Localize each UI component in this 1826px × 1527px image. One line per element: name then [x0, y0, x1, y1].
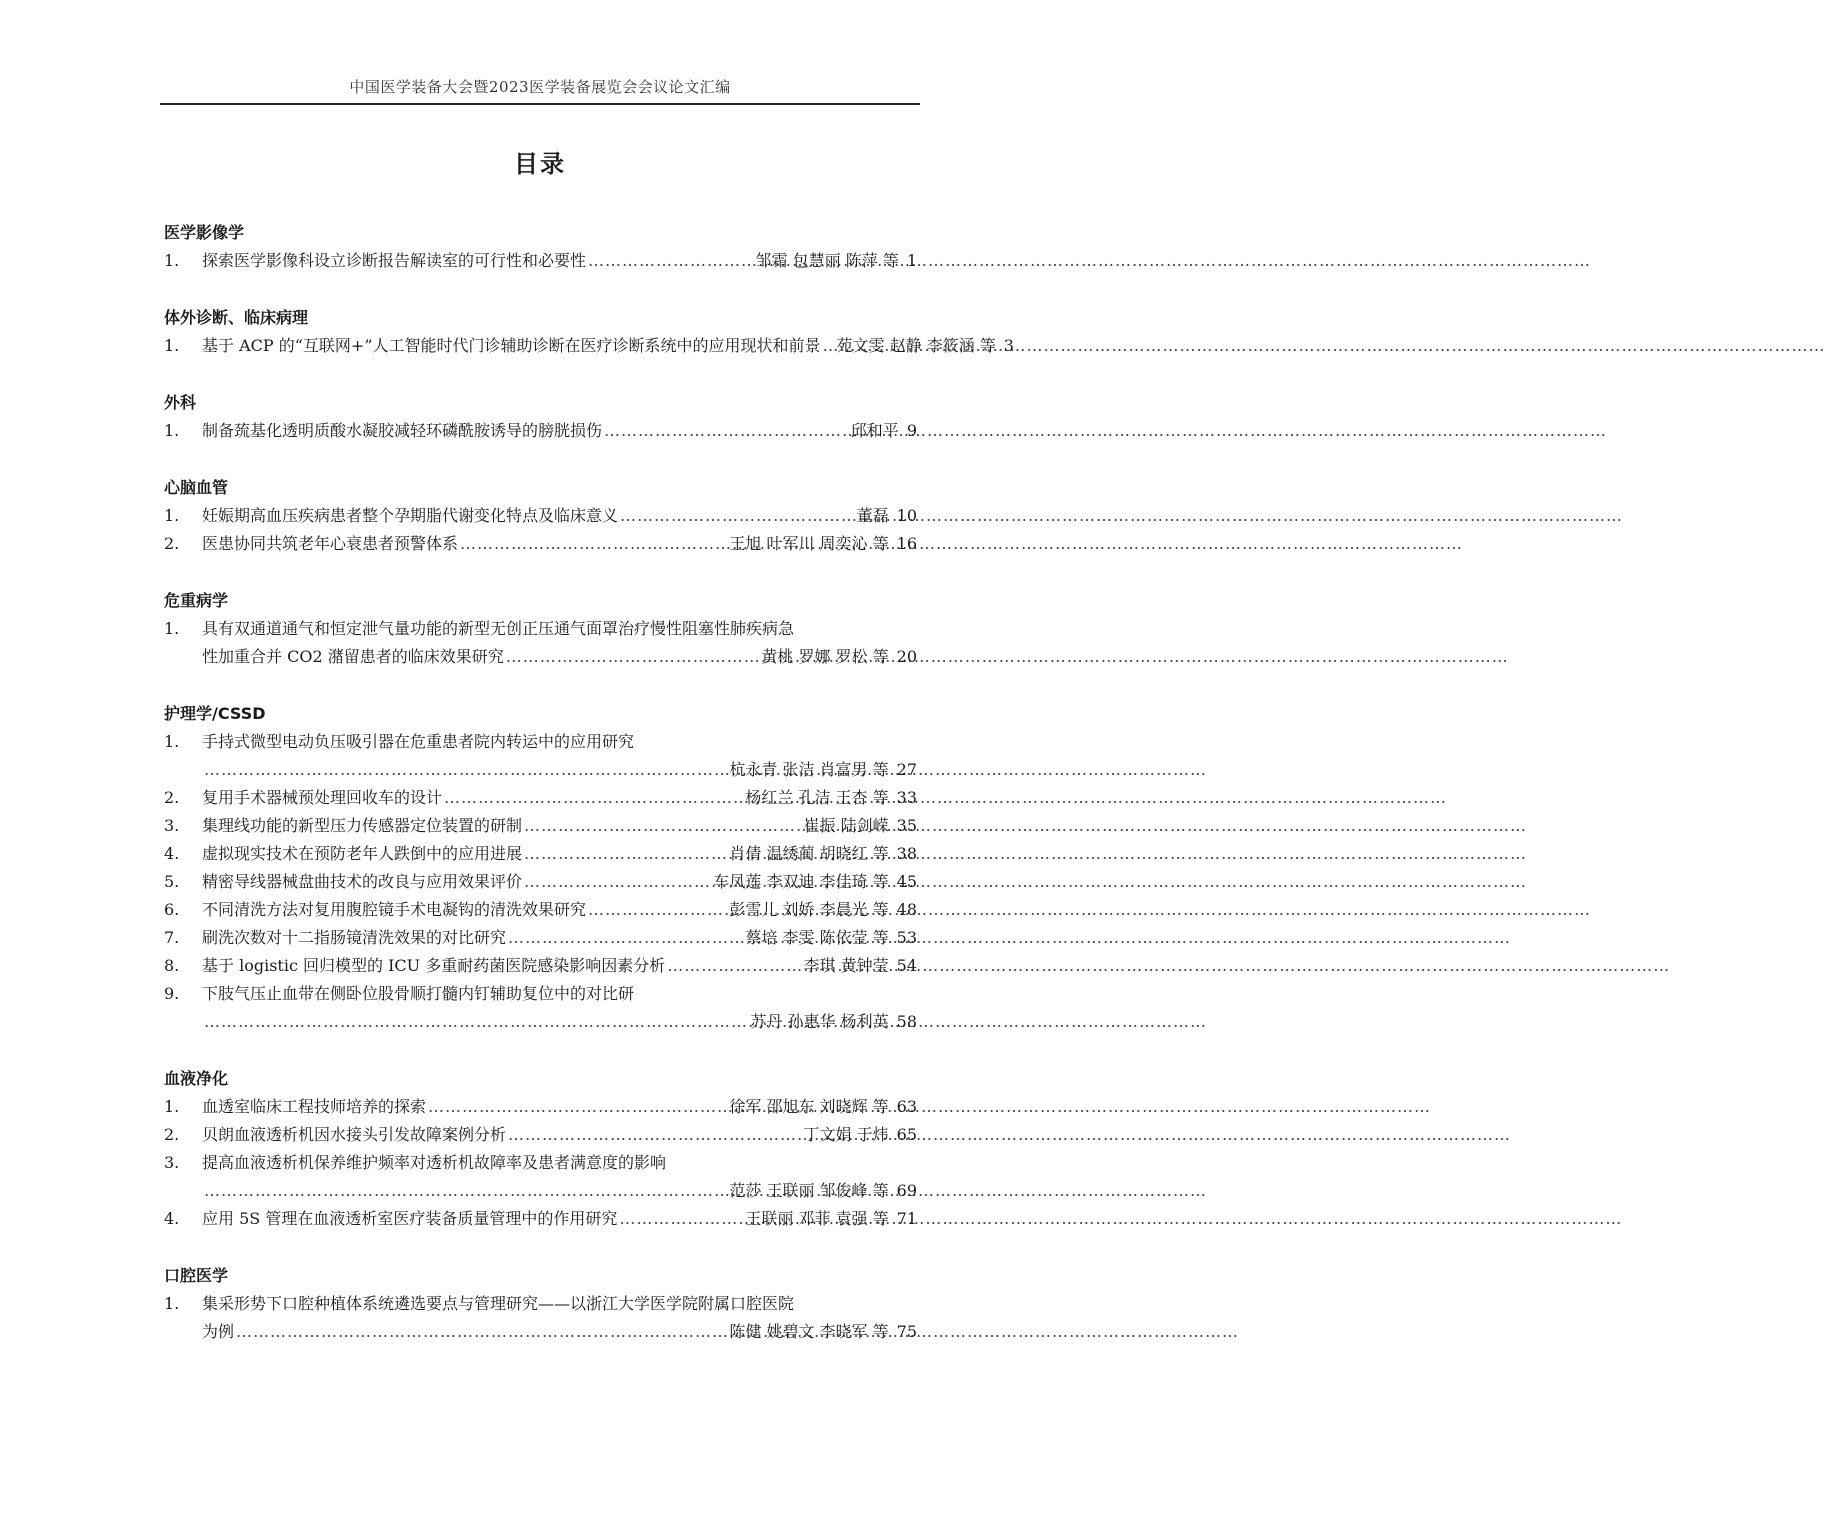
entry-line [164, 728, 917, 756]
toc-entry[interactable] [164, 247, 917, 275]
section-spacer [164, 360, 917, 389]
section-spacer [164, 445, 917, 474]
entry-page-number: 35 [896, 816, 917, 835]
dot-leader [524, 868, 711, 896]
entry-title: 具有双通道通气和恒定泄气量功能的新型无创正压通气面罩治疗慢性阻塞性肺疾病急 [202, 619, 795, 638]
section-heading: 外科 [164, 393, 197, 412]
entry-title-continued: 性加重合并 CO2 潴留患者的临床效果研究 [202, 647, 504, 666]
toc-body [164, 219, 1014, 1346]
entry-line [164, 530, 917, 558]
entry-title: 制备巯基化透明质酸水凝胶减轻环磷酰胺诱导的膀胱损伤 [202, 421, 603, 440]
dot-leader [588, 247, 754, 275]
entry-number: 4. [164, 1209, 180, 1228]
toc-entry[interactable] [164, 1121, 917, 1149]
entry-authors: 蔡培 李雯 陈依莹 等 [745, 928, 889, 947]
toc-entry[interactable] [164, 1290, 917, 1346]
entry-title: 基于 logistic 回归模型的 ICU 多重耐药菌医院感染影响因素分析 [202, 956, 666, 975]
section-heading: 心脑血管 [164, 478, 229, 497]
toc-entry[interactable] [164, 417, 917, 445]
dot-leader [444, 784, 743, 812]
dot-leader [460, 530, 727, 558]
entry-number: 1. [164, 1294, 180, 1313]
entry-line-continued [164, 1177, 917, 1205]
entry-number: 1. [164, 619, 180, 638]
dot-leader [428, 1093, 727, 1121]
entry-number: 9. [164, 984, 180, 1003]
entry-line [164, 332, 1014, 360]
entry-authors: 苑文雯 赵静 李筱涵 等 [836, 336, 996, 355]
entry-number: 2. [164, 1125, 180, 1144]
entry-number: 2. [164, 534, 180, 553]
toc-section [164, 389, 917, 445]
entry-authors: 范莎 王联丽 邹俊峰 等 [729, 1181, 889, 1200]
toc-section [164, 1262, 917, 1346]
entry-number: 1. [164, 732, 180, 751]
entry-number: 1. [164, 251, 180, 270]
entry-number: 7. [164, 928, 180, 947]
entry-page-number: 53 [896, 928, 917, 947]
toc-entry[interactable] [164, 615, 917, 671]
entry-line [164, 1290, 917, 1318]
toc-entry[interactable] [164, 952, 917, 980]
entry-number: 1. [164, 1097, 180, 1116]
entry-line-continued [164, 1008, 917, 1036]
entry-line-continued [164, 1318, 917, 1346]
section-spacer [164, 671, 917, 700]
dot-leader [506, 643, 760, 671]
section-heading: 危重病学 [164, 591, 229, 610]
dot-leader [204, 756, 727, 784]
section-heading: 口腔医学 [164, 1266, 229, 1285]
entry-line [164, 980, 917, 1008]
entry-title: 集采形势下口腔种植体系统遴选要点与管理研究——以浙江大学医学院附属口腔医院 [202, 1294, 795, 1313]
entry-line-continued [164, 643, 917, 671]
entry-page-number: 20 [896, 647, 917, 666]
toc-entry[interactable] [164, 1205, 917, 1233]
entry-number: 2. [164, 788, 180, 807]
entry-authors: 李琪 黄钟莹 [803, 956, 889, 975]
entry-page-number: 3 [1003, 336, 1014, 355]
entry-title: 虚拟现实技术在预防老年人跌倒中的应用进展 [202, 844, 523, 863]
entry-line [164, 952, 917, 980]
section-spacer [164, 1036, 917, 1065]
entry-line [164, 924, 917, 952]
entry-authors: 邱和平 [850, 421, 899, 440]
entry-page-number: 27 [896, 760, 917, 779]
toc-entry[interactable] [164, 1093, 917, 1121]
entry-authors: 邹霜 包慧丽 陈萍 等 [755, 251, 899, 270]
toc-section [164, 219, 917, 275]
entry-line [164, 896, 917, 924]
dot-leader [508, 1121, 802, 1149]
entry-line [164, 1149, 917, 1177]
section-spacer [164, 558, 917, 587]
entry-authors: 王联丽 邓菲 袁强 等 [745, 1209, 889, 1228]
entry-number: 1. [164, 421, 180, 440]
entry-page-number: 75 [896, 1322, 917, 1341]
section-heading: 护理学/CSSD [164, 704, 266, 723]
entry-line [164, 1205, 917, 1233]
toc-entry[interactable] [164, 530, 917, 558]
entry-title: 复用手术器械预处理回收车的设计 [202, 788, 443, 807]
entry-line [164, 502, 917, 530]
entry-page-number: 16 [896, 534, 917, 553]
entry-page-number: 71 [896, 1209, 917, 1228]
entry-line [164, 615, 917, 643]
toc-entry[interactable] [164, 840, 917, 868]
dot-leader [508, 924, 743, 952]
toc-section [164, 304, 1014, 360]
dot-leader [524, 812, 802, 840]
entry-line [164, 1093, 917, 1121]
entry-page-number: 54 [896, 956, 917, 975]
entry-title: 下肢气压止血带在侧卧位股骨顺打髓内钉辅助复位中的对比研 [202, 984, 635, 1003]
entry-number: 6. [164, 900, 180, 919]
entry-page-number: 9 [906, 421, 917, 440]
section-spacer [164, 1233, 917, 1262]
entry-number: 1. [164, 336, 180, 355]
toc-entry[interactable] [164, 332, 1014, 360]
entry-line-continued [164, 756, 917, 784]
section-heading: 医学影像学 [164, 223, 245, 242]
dot-leader [620, 502, 855, 530]
entry-title: 妊娠期高血压疾病患者整个孕期脂代谢变化特点及临床意义 [202, 506, 619, 525]
section-heading: 血液净化 [164, 1069, 229, 1088]
entry-page-number: 33 [896, 788, 917, 807]
entry-page-number: 10 [896, 506, 917, 525]
toc-entry[interactable] [164, 812, 917, 840]
entry-authors: 崔振 陆剑嵘 [803, 816, 889, 835]
entry-authors: 王旭 叶军川 周奕沁 等 [729, 534, 889, 553]
entry-title: 探索医学影像科设立诊断报告解读室的可行性和必要性 [202, 251, 587, 270]
section-spacer [164, 275, 917, 304]
entry-title: 不同清洗方法对复用腹腔镜手术电凝钩的清洗效果研究 [202, 900, 587, 919]
entry-line [164, 840, 917, 868]
toc-entry[interactable] [164, 728, 917, 784]
toc-entry[interactable] [164, 784, 917, 812]
entry-authors: 肖倩 温绣蔺 胡晓红 等 [729, 844, 889, 863]
entry-title: 医患协同共筑老年心衰患者预警体系 [202, 534, 459, 553]
entry-number: 1. [164, 506, 180, 525]
entry-page-number: 38 [896, 844, 917, 863]
entry-authors: 杭永青 张洁 肖富男 等 [729, 760, 889, 779]
entry-number: 3. [164, 816, 180, 835]
entry-number: 8. [164, 956, 180, 975]
toc-section [164, 587, 917, 671]
dot-leader [667, 952, 801, 980]
toc-entry[interactable] [164, 1149, 917, 1205]
entry-line [164, 247, 917, 275]
running-header: 中国医学装备大会暨2023医学装备展览会会议论文汇编 [160, 76, 920, 105]
entry-page-number: 63 [896, 1097, 917, 1116]
entry-authors: 彭雪儿 刘娇 李晨光 等 [729, 900, 889, 919]
dot-leader [619, 1205, 743, 1233]
entry-page-number: 1 [906, 251, 917, 270]
entry-line [164, 868, 917, 896]
entry-page-number: 65 [896, 1125, 917, 1144]
entry-title: 基于 ACP 的“互联网+”人工智能时代门诊辅助诊断在医疗诊断系统中的应用现状和前景 [202, 336, 821, 355]
entry-title-continued: 为例 [202, 1322, 235, 1341]
toc-entry[interactable] [164, 980, 917, 1036]
dot-leader [204, 1008, 748, 1036]
toc-entry[interactable] [164, 502, 917, 530]
entry-authors: 黄桃 罗娜 罗松 等 [761, 647, 889, 666]
entry-line [164, 784, 917, 812]
entry-title: 手持式微型电动负压吸引器在危重患者院内转运中的应用研究 [202, 732, 635, 751]
entry-authors: 徐军 邵旭东 刘晓辉 等 [729, 1097, 889, 1116]
entry-line [164, 812, 917, 840]
dot-leader [604, 417, 849, 445]
entry-page-number: 69 [896, 1181, 917, 1200]
dot-leader [204, 1177, 727, 1205]
page-title: 目录 [514, 150, 566, 178]
entry-page-number: 48 [896, 900, 917, 919]
entry-authors: 丁文娟 于炜 [803, 1125, 889, 1144]
dot-leader [588, 896, 727, 924]
entry-title: 贝朗血液透析机因水接头引发故障案例分析 [202, 1125, 507, 1144]
entry-authors: 苏丹 孙惠华 杨利英 [750, 1012, 889, 1031]
toc-entry[interactable] [164, 924, 917, 952]
dot-leader [524, 840, 727, 868]
toc-section [164, 474, 917, 558]
entry-title: 刷洗次数对十二指肠镜清洗效果的对比研究 [202, 928, 507, 947]
entry-number: 3. [164, 1153, 180, 1172]
entry-title: 精密导线器械盘曲技术的改良与应用效果评价 [202, 872, 523, 891]
section-heading: 体外诊断、临床病理 [164, 308, 309, 327]
toc-entry[interactable] [164, 868, 917, 896]
entry-title: 集理线功能的新型压力传感器定位装置的研制 [202, 816, 523, 835]
entry-line [164, 1121, 917, 1149]
entry-title: 提高血液透析机保养维护频率对透析机故障率及患者满意度的影响 [202, 1153, 667, 1172]
entry-title: 应用 5S 管理在血液透析室医疗装备质量管理中的作用研究 [202, 1209, 618, 1228]
entry-page-number: 58 [896, 1012, 917, 1031]
dot-leader [236, 1318, 727, 1346]
entry-number: 4. [164, 844, 180, 863]
entry-authors: 董磊 [856, 506, 889, 525]
entry-number: 5. [164, 872, 180, 891]
entry-page-number: 45 [896, 872, 917, 891]
entry-authors: 车凤莲 李双迪 李佳琦 等 [713, 872, 889, 891]
toc-section [164, 1065, 917, 1233]
entry-line [164, 417, 917, 445]
toc-section [164, 700, 917, 1036]
toc-entry[interactable] [164, 896, 917, 924]
entry-title: 血透室临床工程技师培养的探索 [202, 1097, 427, 1116]
dot-leader [823, 332, 835, 360]
entry-authors: 杨红兰 孔洁 王杏 等 [745, 788, 889, 807]
entry-authors: 陈健 姚碧文 李晓军 等 [729, 1322, 889, 1341]
